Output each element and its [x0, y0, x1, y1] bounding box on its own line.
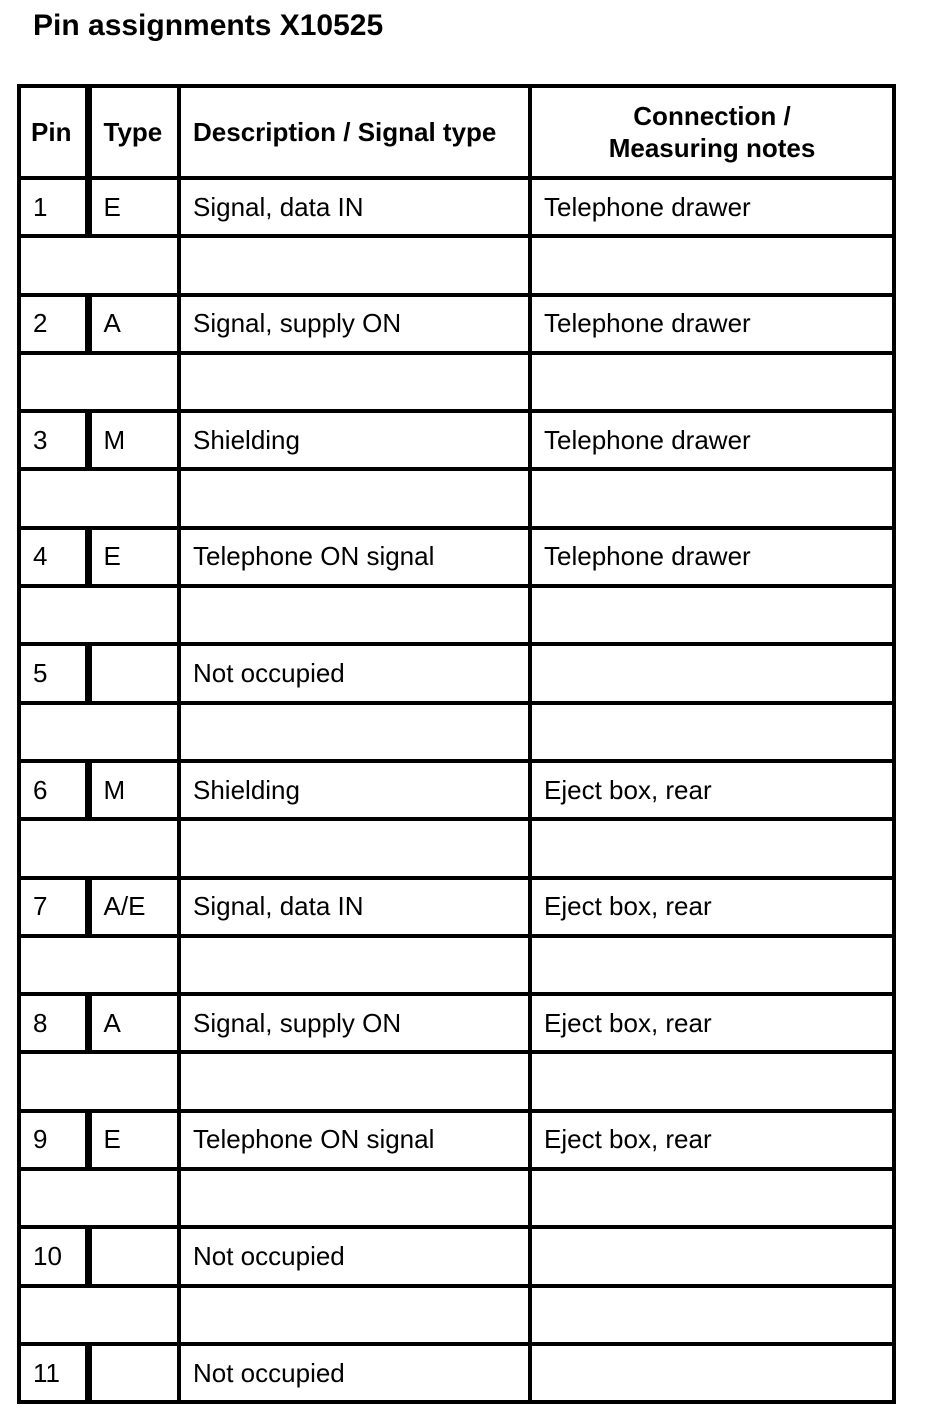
type-cell: M [88, 411, 179, 469]
spacer-cell-merged [19, 703, 179, 761]
connection-cell: Eject box, rear [530, 761, 894, 819]
connection-cell [530, 644, 894, 702]
table-body [19, 178, 894, 1402]
connection-header-line1: Connection / [633, 101, 791, 131]
spacer-cell [530, 1052, 894, 1110]
type-cell: A [88, 994, 179, 1052]
spacer-cell-merged [19, 936, 179, 994]
pin-cell: 11 [19, 1344, 88, 1402]
spacer-cell [179, 703, 530, 761]
spacer-cell-merged [19, 236, 179, 294]
spacer-cell [530, 469, 894, 527]
type-cell: A [88, 295, 179, 353]
spacer-cell [179, 586, 530, 644]
table-row [19, 1227, 894, 1285]
table-row [19, 411, 894, 469]
description-cell: Shielding [179, 411, 530, 469]
table-row [19, 528, 894, 586]
page-title: Pin assignments X10525 [33, 9, 384, 42]
connection-cell: Telephone drawer [530, 178, 894, 236]
spacer-cell [530, 819, 894, 877]
pin-cell: 4 [19, 528, 88, 586]
spacer-cell [530, 1286, 894, 1344]
connection-cell: Eject box, rear [530, 994, 894, 1052]
connection-column-header [530, 86, 894, 178]
type-cell [88, 1227, 179, 1285]
table-row [19, 1344, 894, 1402]
table-row [19, 1111, 894, 1169]
pin-cell: 7 [19, 878, 88, 936]
description-cell: Telephone ON signal [179, 528, 530, 586]
description-cell: Telephone ON signal [179, 1111, 530, 1169]
connection-cell [530, 1344, 894, 1402]
spacer-cell [179, 353, 530, 411]
pin-cell: 5 [19, 644, 88, 702]
spacer-row [19, 236, 894, 294]
spacer-row [19, 353, 894, 411]
connection-cell: Telephone drawer [530, 528, 894, 586]
description-cell: Signal, supply ON [179, 295, 530, 353]
table-row [19, 878, 894, 936]
spacer-cell [179, 936, 530, 994]
type-cell [88, 1344, 179, 1402]
spacer-cell-merged [19, 353, 179, 411]
type-column-header: Type [88, 86, 179, 178]
connection-cell: Telephone drawer [530, 411, 894, 469]
pin-cell: 1 [19, 178, 88, 236]
pin-cell: 3 [19, 411, 88, 469]
spacer-cell [530, 353, 894, 411]
description-cell: Not occupied [179, 644, 530, 702]
spacer-row [19, 703, 894, 761]
connection-cell [530, 1227, 894, 1285]
spacer-cell-merged [19, 469, 179, 527]
pin-cell: 2 [19, 295, 88, 353]
spacer-cell [530, 1169, 894, 1227]
spacer-row [19, 1286, 894, 1344]
description-cell: Not occupied [179, 1227, 530, 1285]
type-cell: E [88, 178, 179, 236]
type-cell [88, 644, 179, 702]
spacer-row [19, 1169, 894, 1227]
pin-cell: 6 [19, 761, 88, 819]
pin-cell: 10 [19, 1227, 88, 1285]
spacer-cell [530, 236, 894, 294]
description-cell: Signal, supply ON [179, 994, 530, 1052]
spacer-cell [530, 586, 894, 644]
spacer-row [19, 819, 894, 877]
pin-cell: 9 [19, 1111, 88, 1169]
connection-cell: Telephone drawer [530, 295, 894, 353]
spacer-cell [179, 1286, 530, 1344]
description-cell: Not occupied [179, 1344, 530, 1402]
table-row [19, 295, 894, 353]
spacer-cell-merged [19, 586, 179, 644]
pin-column-header: Pin [19, 86, 88, 178]
type-cell: E [88, 528, 179, 586]
spacer-cell [530, 936, 894, 994]
spacer-cell [179, 1169, 530, 1227]
type-cell: M [88, 761, 179, 819]
spacer-cell [530, 703, 894, 761]
type-cell: A/E [88, 878, 179, 936]
spacer-cell [179, 1052, 530, 1110]
table-header-row [19, 86, 894, 178]
spacer-cell-merged [19, 1169, 179, 1227]
spacer-row [19, 586, 894, 644]
spacer-row [19, 1052, 894, 1110]
description-column-header: Description / Signal type [179, 86, 530, 178]
table-row [19, 644, 894, 702]
spacer-cell [179, 469, 530, 527]
table-row [19, 761, 894, 819]
spacer-cell-merged [19, 819, 179, 877]
table-row [19, 178, 894, 236]
type-cell: E [88, 1111, 179, 1169]
connection-cell: Eject box, rear [530, 878, 894, 936]
description-cell: Shielding [179, 761, 530, 819]
description-cell: Signal, data IN [179, 178, 530, 236]
connection-header-line2: Measuring notes [608, 133, 816, 163]
pin-cell: 8 [19, 994, 88, 1052]
spacer-row [19, 469, 894, 527]
pin-assignment-table [17, 84, 896, 1404]
spacer-cell [179, 819, 530, 877]
connection-cell: Eject box, rear [530, 1111, 894, 1169]
description-cell: Signal, data IN [179, 878, 530, 936]
spacer-row [19, 936, 894, 994]
spacer-cell-merged [19, 1286, 179, 1344]
table-row [19, 994, 894, 1052]
spacer-cell [179, 236, 530, 294]
spacer-cell-merged [19, 1052, 179, 1110]
